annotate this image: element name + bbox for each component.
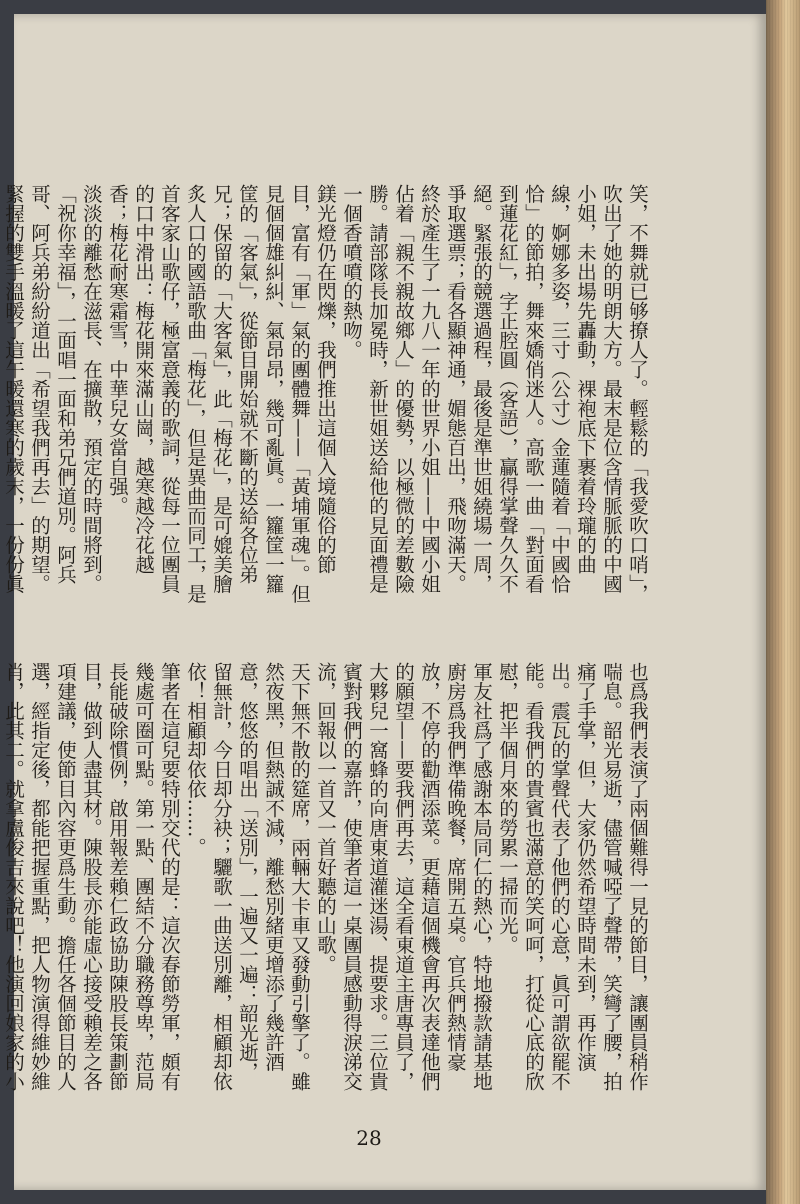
top-text-block — [2, 184, 650, 604]
page-number: 28 — [356, 1126, 382, 1150]
paragraph: 鎂光燈仍在閃爍，我們推出這個入境隨俗的節目，富有「軍」氣的團體舞——「黃埔軍魂」。但見個個雄糾糾、氣昂昂，幾可亂眞。一籮筐一籮筐的「客氣」，從節目開始就不斷的送給各位弟兄；保留的「大客氣」，此「梅花」，是可媲美膾炙人口的國語歌曲「梅花」，但是異曲而同工，是首客家山歌仔，極富意義的歌詞，從每一位團員的口中滑出：梅花開來滿山崗，越寒越冷花越香；梅花耐寒霜雪，中華兒女當自强。 — [106, 184, 337, 604]
paragraph: 也爲我們表演了兩個難得一見的節目，讓團員稍作喘息。韶光易逝，儘管喊啞了聲帶，笑彎了腰，拍痛了手掌，但，大家仍然希望時間未到，再作演出。震瓦的掌聲代表了他們的心意，眞可謂欲罷不能。看我們的貴賓也滿意的笑呵呵，打從心底的欣慰，把半個月來的勞累一掃而光。 — [496, 662, 649, 1091]
paragraph: 筆者在這兒要特別交代的是：這次春節勞軍，頗有幾處可圈可點。第一點、團結不分職務尊卑，范局長能破除慣例，啟用報差賴仁政協助陳股長策劃節目，做到人盡其材。陳股長亦能虛心接受賴差之各項建議，使節目內容更爲生動。擔任各個節目的人選，經指定後，都能把握重點，把人物演得維妙維肖，此其二。就拿盧俊吉來說吧！他演回娘家的小 — [2, 662, 181, 1091]
book-spine-edge — [766, 0, 800, 1204]
paragraph: 笑，不舞就已够撩人了。輕鬆的「我愛吹口哨」，吹出了她的明朗大方。最末是位含情脈脈的中國小姐，未出場先轟動，裸袍底下裹着玲瓏的曲線，婀娜多姿，三寸（公寸）金蓮隨着「中國恰恰」的節拍，舞來嬌俏迷人。高歌一曲「對面看到蓮花紅」，字正腔圓（客語），贏得掌聲久久不絕。緊張的競選過程，最後是準世姐繞場一周，爭取選票；看各顯神通，媚態百出，飛吻滿天。終於產生了一九八一年的世界小姐——中國小姐佔着「親不親故鄉人」的優勢，以極微的差數險勝。請部隊長加冕時，新世姐送給他的見面禮是一個香噴噴的熱吻。 — [340, 184, 649, 604]
paragraph: 天下無不散的筵席，兩輛大卡車又發動引擎了。雖然夜黑，但熱誠不減，離愁別緒更增添了幾許酒意，悠悠的唱出「送別」，一遍又一遍：韶光逝，留無計，今日却分袂；驪歌一曲送別離，相顧却依依！相顧却依依……。 — [184, 662, 311, 1091]
bottom-text-block — [2, 662, 650, 1092]
paragraph: 淡淡的離愁在滋長、在擴散，預定的時間將到。「祝你幸福」，一面唱一面和弟兄們道別。阿兵哥、阿兵弟紛紛道出「希望我們再去」的期望。緊握的雙手溫暖了這午暖還寒的歲末，一份份眞 — [2, 184, 103, 594]
paragraph: 軍友社爲了感謝本局同仁的熱心，特地撥款請基地廚房爲我們準備晚餐，席開五桌。官兵們熱情豪放，不停的勸酒添菜。更藉這個機會再次表達他們的願望——要我們再去，這全看東道主唐專員了，大夥兒一窩蜂的向唐東道灌迷湯、提要求。三位貴賓對我們的嘉許，使筆者這一桌團員感動得淚涕交流，回報以一首又一首好聽的山歌。 — [314, 662, 493, 1091]
book-page — [2, 14, 766, 1190]
